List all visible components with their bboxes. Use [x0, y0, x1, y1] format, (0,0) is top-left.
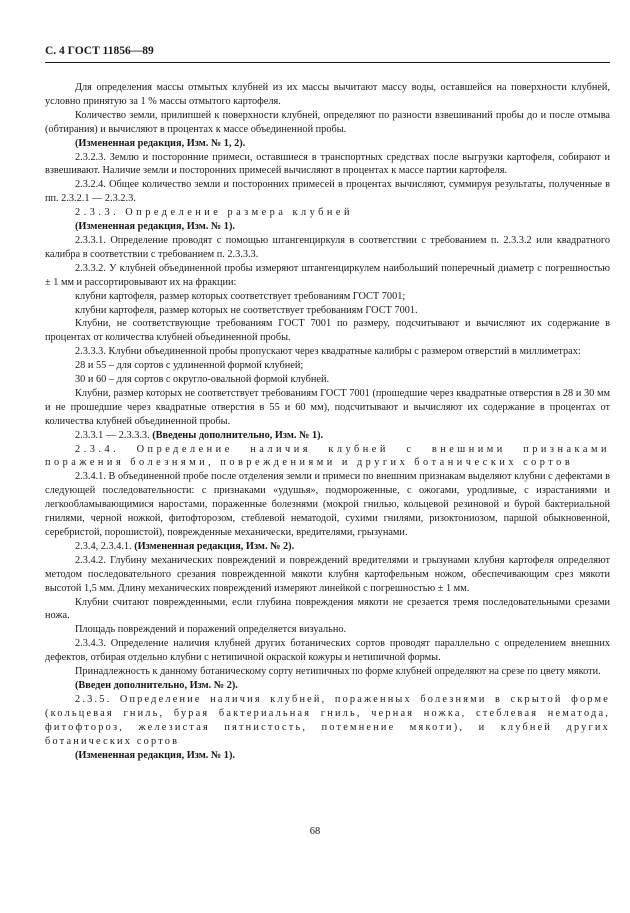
- paragraph: Клубни, не соответствующие требованиям ГОСТ 7001 по размеру, подсчитывают и вычисляют их содержание в процентах от количества клубней объединенной пробы.: [45, 318, 610, 344]
- paragraph: Клубни считают поврежденными, если глубина повреждения мякоти не срезается тремя последовательными срезами ножа.: [45, 596, 610, 622]
- paragraph: 2.3.2.3. Землю и посторонние примеси, оставшиеся в транспортных средствах после выгрузки картофеля, собирают и взвешивают. Наличие земли и посторонних примесей вычисляют в процентах к массе партии картофеля.: [45, 151, 610, 177]
- section-heading: 2.3.4. Определение наличия клубней с внешними признаками поражения болезнями, повреждениями и других ботанических сортов: [45, 443, 610, 469]
- section-heading: 2.3.3. Определение размера клубней: [75, 207, 353, 219]
- paragraph: Для определения массы отмытых клубней из их массы вычитают массу воды, оставшейся на поверхности клубней, условно принятую за 1 % массы отмытого картофеля.: [45, 82, 610, 107]
- section-heading: 2.3.5. Определение наличия клубней, пораженных болезнями в скрытой форме (кольцевая гниль, бурая бактериальная гниль, черная ножка, стеблевая нематода, фитофтороз, железистая пятнистость, потемнение мякоти), и клубней других ботанических сортов: [45, 693, 610, 747]
- page-header: С. 4 ГОСТ 11856—89: [45, 44, 610, 63]
- paragraph: [45, 540, 610, 554]
- paragraph: 2.3.3.2. У клубней объединенной пробы измеряют штангенциркулем наибольший поперечный диаметр с погрешностью ± 1 мм и рассортировывают их на фракции:: [45, 262, 610, 288]
- paragraph: Принадлежность к данному ботаническому сорту нетипичных по форме клубней определяют на срезе по цвету мякоти.: [75, 666, 601, 678]
- amendment-note: (Измененная редакция, Изм. № 1).: [75, 221, 235, 233]
- paragraph: 2.3.4.3. Определение наличия клубней других ботанических сортов проводят параллельно с определением внешних дефектов, отбирая отдельно клубни с нетипичной окраской кожуры и нетипичной формы.: [45, 638, 610, 664]
- document-body: [45, 81, 610, 762]
- paragraph-text: 2.3.4, 2.3.4.1.: [75, 540, 135, 552]
- paragraph: 2.3.4.2. Глубину механических повреждений и повреждений вредителями и грызунами клубня картофеля определяют методом последовательного срезания поврежденной мякоти клубня картофельным ножом, обеспечивающим срез мякоти высотой 1,5 мм. Длину механических повреждений измеряют линейкой с погрешностью ± 1 мм.: [45, 554, 610, 594]
- amendment-note: (Измененная редакция, Изм. № 1, 2).: [75, 137, 246, 149]
- paragraph: [45, 429, 610, 443]
- paragraph: 30 и 60 – для сортов с округло-овальной формой клубней.: [75, 374, 330, 386]
- paragraph: клубни картофеля, размер которых соответствует требованиям ГОСТ 7001;: [75, 290, 406, 302]
- paragraph: 2.3.4.1. В объединенной пробе после отделения земли и примеси по внешним признакам выделяют клубни с дефектами в следующей последовательности: с признаками «удушья», подмороженные, с ожогами, уродливые, с израстаниями и легкообламывающимися наростами, пораженные болезнями (мокрой гнилью, кольцевой резиновой и бурой бактериальной гнилями, черной ножкой, фитофторозом, стеблевой нематодой, сухими гнилями, ризоктониозом, паршой обыкновенной, серебристой, порошистой), поврежденные механически, вредителями, грызунами.: [45, 471, 610, 538]
- paragraph: Клубни, размер которых не соответствует требованиям ГОСТ 7001 (прошедшие через квадратные отверстия в 28 и 30 мм и не прошедшие через квадратные отверстия в 55 и 60 мм), подсчитывают и вычисляют их содержание в процентах от количества клубней объединенной пробы.: [45, 387, 610, 427]
- paragraph: Количество земли, прилипшей к поверхности клубней, определяют по разности взвешиваний пробы до и после отмыва (обтирания) и вычисляют в процентах к массе объединенной пробы.: [45, 109, 610, 135]
- paragraph: Площадь повреждений и поражений определяется визуально.: [75, 624, 347, 636]
- page-number: 68: [309, 826, 321, 837]
- amendment-note: (Введен дополнительно, Изм. № 2).: [75, 679, 238, 691]
- paragraph: 2.3.3.3. Клубни объединенной пробы пропускают через квадратные калибры с размером отверстий в миллиметрах:: [75, 346, 581, 358]
- paragraph: 2.3.3.1. Определение проводят с помощью штангенциркуля в соответствии с требованием п. 2.3.3.2 или квадратного калибра в соответствии с требованием п. 2.3.3.3.: [45, 234, 610, 260]
- amendment-note: (Введены дополнительно, Изм. № 1).: [152, 429, 324, 441]
- paragraph: 28 и 55 – для сортов с удлиненной формой клубней;: [75, 360, 304, 372]
- amendment-note: (Измененная редакция, Изм. № 2).: [134, 540, 295, 552]
- paragraph: клубни картофеля, размер которых не соответствует требованиям ГОСТ 7001.: [75, 304, 418, 316]
- paragraph: 2.3.2.4. Общее количество земли и посторонних примесей в процентах вычисляют, суммируя результаты, полученные в пп. 2.3.2.1 — 2.3.2.3.: [45, 179, 610, 205]
- amendment-note: (Измененная редакция, Изм. № 1).: [75, 749, 235, 761]
- paragraph-text: 2.3.3.1 — 2.3.3.3.: [75, 429, 153, 441]
